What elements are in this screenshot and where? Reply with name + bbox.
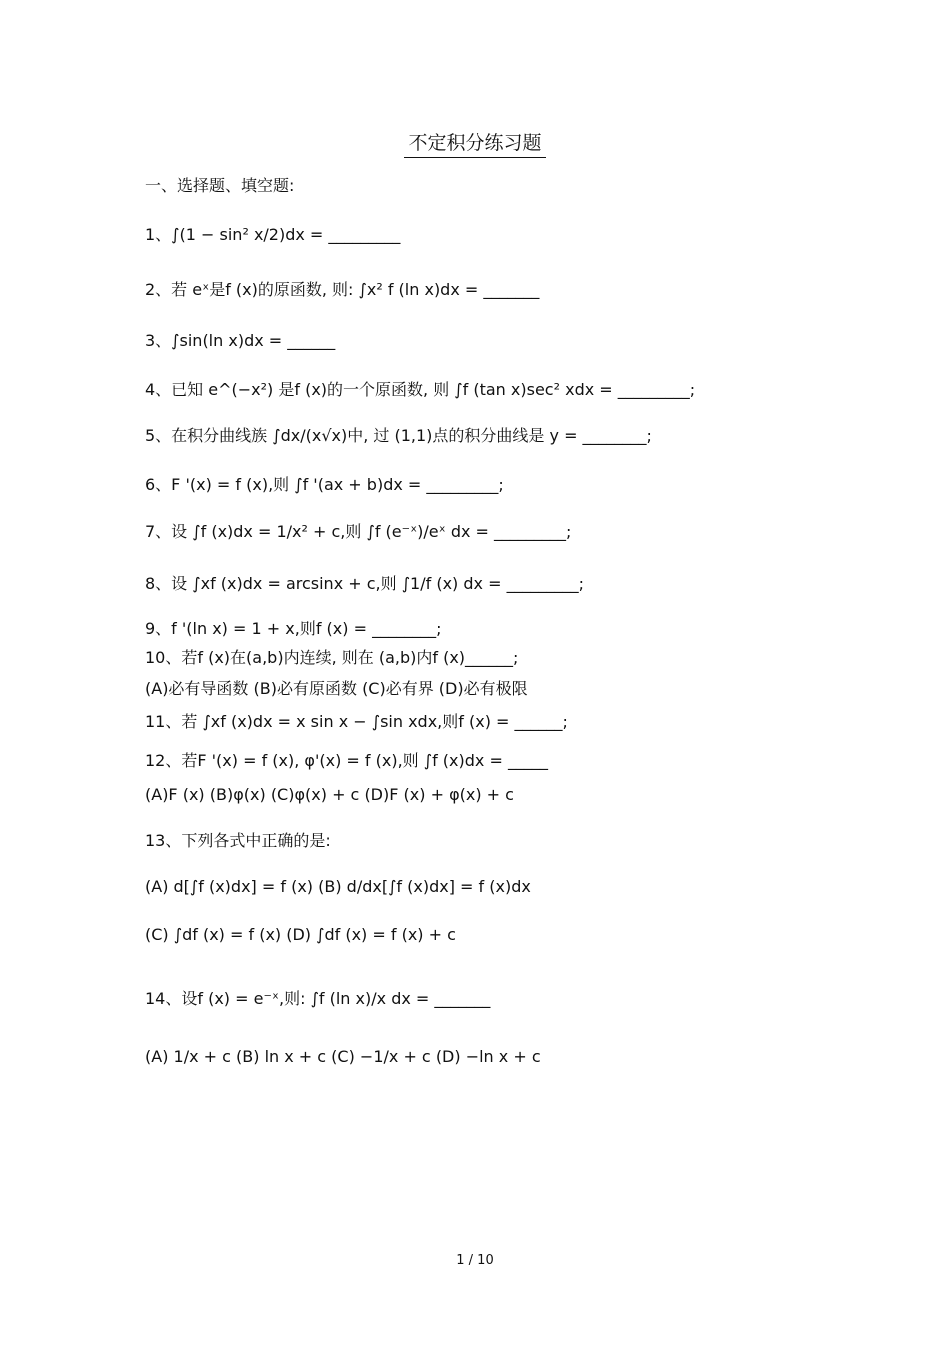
question-11: 11、若 ∫xf (x)dx = x sin x − ∫sin xdx,则f (x) = ______; — [145, 712, 568, 731]
question-4: 4、已知 e^(−x²) 是f (x)的一个原函数, 则 ∫f (tan x)sec² xdx = _________; — [145, 380, 696, 399]
question-3: 3、∫sin(ln x)dx = ______ — [145, 331, 336, 350]
question-10: 10、若f (x)在(a,b)内连续, 则在 (a,b)内f (x)______; — [145, 648, 519, 667]
section-heading: 一、选择题、填空题: — [145, 176, 295, 195]
question-1: 1、∫(1 − sin² x/2)dx = _________ — [145, 225, 401, 244]
question-5: 5、在积分曲线族 ∫dx/(x√x)中, 过 (1,1)点的积分曲线是 y = ________; — [145, 426, 652, 445]
question-14-options: (A) 1/x + c (B) ln x + c (C) −1/x + c (D) −ln x + c — [145, 1047, 541, 1066]
question-8: 8、设 ∫xf (x)dx = arcsinx + c,则 ∫1/f (x) dx = _________; — [145, 574, 584, 593]
question-2: 2、若 eˣ是f (x)的原函数, 则: ∫x² f (ln x)dx = _______ — [145, 280, 540, 299]
question-12-options: (A)F (x) (B)φ(x) (C)φ(x) + c (D)F (x) + φ(x) + c — [145, 785, 514, 804]
question-7: 7、设 ∫f (x)dx = 1/x² + c,则 ∫f (e⁻ˣ)/eˣ dx = _________; — [145, 522, 572, 541]
question-13: 13、下列各式中正确的是: — [145, 831, 331, 850]
page-number: 1 / 10 — [456, 1253, 494, 1268]
page-title: 不定积分练习题 — [0, 128, 950, 155]
question-13-options-ab: (A) d[∫f (x)dx] = f (x) (B) d/dx[∫f (x)dx] = f (x)dx — [145, 877, 531, 896]
question-12: 12、若F '(x) = f (x), φ'(x) = f (x),则 ∫f (x)dx = _____ — [145, 751, 548, 770]
question-13-options-cd: (C) ∫df (x) = f (x) (D) ∫df (x) = f (x) + c — [145, 925, 456, 944]
question-6: 6、F '(x) = f (x),则 ∫f '(ax + b)dx = _________; — [145, 475, 504, 494]
question-9: 9、f '(ln x) = 1 + x,则f (x) = ________; — [145, 619, 442, 638]
question-14: 14、设f (x) = e⁻ˣ,则: ∫f (ln x)/x dx = _______ — [145, 989, 491, 1008]
question-10-options: (A)必有导函数 (B)必有原函数 (C)必有界 (D)必有极限 — [145, 679, 528, 698]
